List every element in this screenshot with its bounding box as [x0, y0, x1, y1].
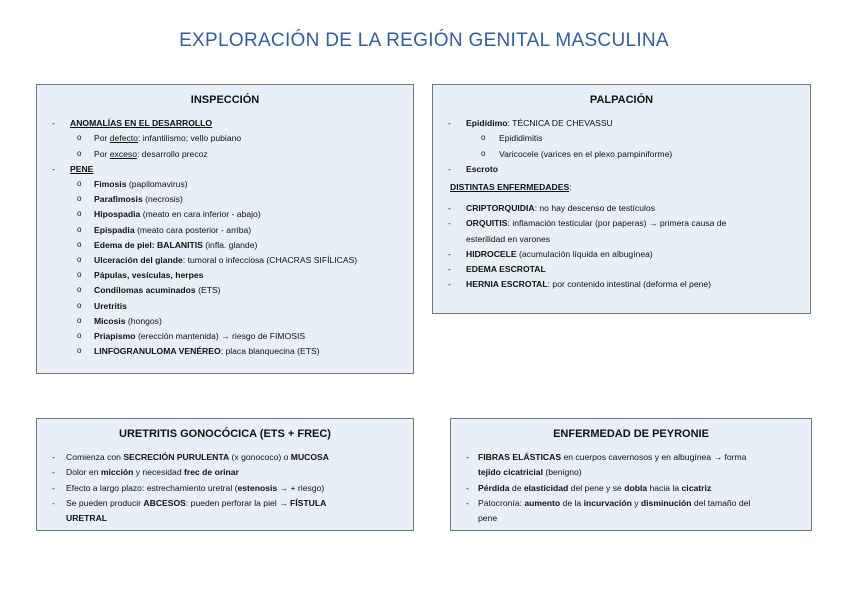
pene-sub-item: o Ulceración del glande: tumoral o infecciosa (CHACRAS SIFÍLICAS) — [37, 253, 413, 268]
pene-sub-item: o Edema de piel: BALANITIS (infla. glande) — [37, 238, 413, 253]
enfermedad-item: - CRIPTORQUIDIA: no hay descenso de testículos — [433, 201, 810, 216]
pene-sub-item: o Pápulas, vesículas, herpes — [37, 268, 413, 283]
enfermedad-item: - ORQUITIS: inflamación testicular (por paperas) → primera causa de esterilidad en varones — [433, 216, 810, 246]
defecto-item: o Por defecto: infantilismo; vello pubiano — [37, 131, 413, 146]
pene-sub-item: o LINFOGRANULOMA VENÉREO: placa blanquecina (ETS) — [37, 344, 413, 359]
palpacion-box — [432, 84, 811, 314]
pene-sub-item: o Priapismo (erección mantenida) → riesgo de FIMOSIS — [37, 329, 413, 344]
epididimitis-item: o Epididimitis — [433, 131, 810, 146]
inspeccion-title: INSPECCIÓN — [190, 94, 260, 106]
uretritis-item: - Dolor en micción y necesidad frec de orinar — [37, 465, 413, 480]
enfermedad-item: - EDEMA ESCROTAL — [433, 262, 810, 277]
uretritis-item: - Se pueden producir ABCESOS: pueden perforar la piel → FÍSTULA URETRAL — [37, 496, 413, 526]
peyronie-title: ENFERMEDAD DE PEYRONIE — [553, 428, 709, 440]
peyronie-item: - Patocronía: aumento de la incurvación y disminución del tamaño del pene — [451, 496, 811, 526]
peyronie-box — [450, 418, 812, 531]
pene-item: - PENE — [37, 162, 413, 177]
palpacion-title: PALPACIÓN — [589, 94, 654, 106]
pene-sub-item: o Uretritis — [37, 299, 413, 314]
enfermedad-item: - HERNIA ESCROTAL: por contenido intestinal (deforma el pene) — [433, 277, 810, 292]
anomalias-item: - ANOMALÍAS EN EL DESARROLLO — [37, 116, 413, 131]
pene-sub-item: o Parafimosis (necrosis) — [37, 192, 413, 207]
uretritis-item: - Efecto a largo plazo: estrechamiento uretral (estenosis → + riesgo) — [37, 481, 413, 496]
escroto-item: - Escroto — [433, 162, 810, 177]
peyronie-item: - FIBRAS ELÁSTICAS en cuerpos cavernosos y en albugínea → forma tejido cicatricial (benigno) — [451, 450, 811, 480]
epididimo-item: - Epidídimo: TÉCNICA DE CHEVASSU — [433, 116, 810, 131]
page-title: EXPLORACIÓN DE LA REGIÓN GENITAL MASCULINA — [179, 30, 669, 51]
pene-sub-item: o Fimosis (papilomavirus) — [37, 177, 413, 192]
uretritis-item: - Comienza con SECRECIÓN PURULENTA (x gonococo) o MUCOSA — [37, 450, 413, 465]
pene-sub-item: o Hipospadia (meato en cara inferior - abajo) — [37, 207, 413, 222]
exceso-item: o Por exceso: desarrollo precoz — [37, 147, 413, 162]
peyronie-item: - Pérdida de elasticidad del pene y se dobla hacia la cicatriz — [451, 481, 811, 496]
pene-sub-item: o Condilomas acuminados (ETS) — [37, 283, 413, 298]
pene-sub-item: o Micosis (hongos) — [37, 314, 413, 329]
varicocele-item: o Varicocele (varices en el plexo pampiniforme) — [433, 147, 810, 162]
pene-sub-item: o Epispadia (meato cara posterior - arriba) — [37, 223, 413, 238]
distintas-heading: DISTINTAS ENFERMEDADES: — [450, 182, 572, 193]
uretritis-box — [36, 418, 414, 531]
uretritis-title: URETRITIS GONOCÓCICA (ETS + FREC) — [119, 428, 331, 440]
inspeccion-box — [36, 84, 414, 374]
enfermedad-item: - HIDROCELE (acumulación líquida en albugínea) — [433, 247, 810, 262]
